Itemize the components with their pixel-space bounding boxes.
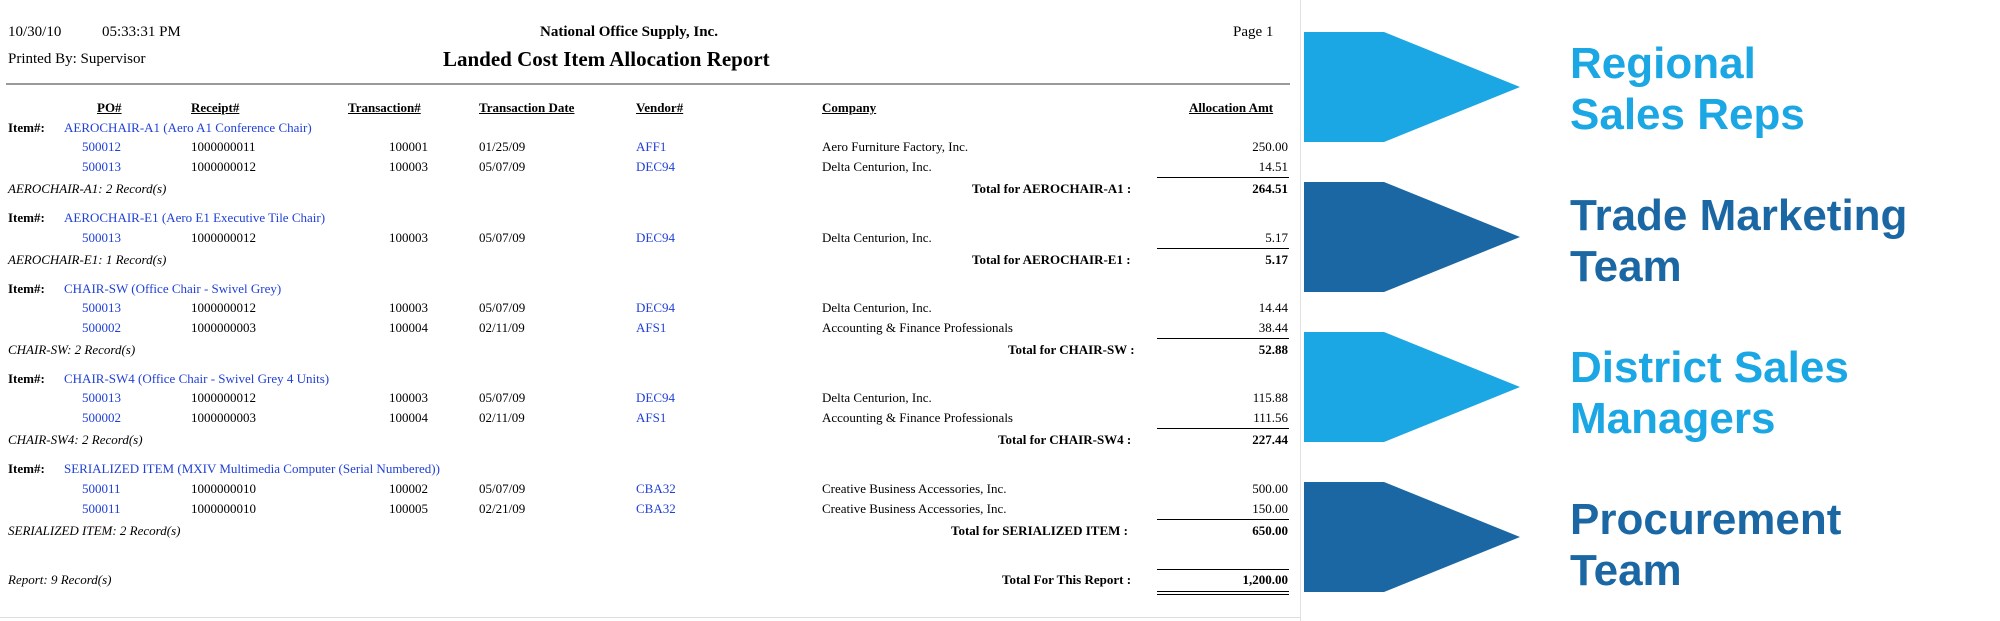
report-date: 10/30/10 [8,24,62,40]
group-total: 227.44 [1252,432,1288,447]
trade-marketing-arrow [1304,182,1524,292]
group-total: 52.88 [1258,342,1288,357]
printed-by: Printed By: Supervisor [8,51,146,67]
vendor-link[interactable]: DEC94 [636,390,675,405]
date-cell: 05/07/09 [479,230,526,245]
col-vendor: Vendor# [636,100,684,115]
label-line: Procurement [1570,495,1842,544]
company-cell: Delta Centurion, Inc. [822,390,932,405]
col-allocation: Allocation Amt [1189,100,1274,115]
report-time: 05:33:31 PM [102,24,181,40]
company-cell: Accounting & Finance Professionals [822,410,1013,425]
subtotal-rule [1157,177,1289,178]
date-cell: 02/11/09 [479,320,525,335]
po-link[interactable]: 500012 [82,139,121,154]
col-transaction-date: Transaction Date [479,100,575,115]
vendor-link[interactable]: CBA32 [636,501,676,516]
group-summary: CHAIR-SW: 2 Record(s) [8,342,136,357]
label-line: Regional [1570,39,1756,88]
district-sales-label [1570,342,1849,444]
company-cell: Creative Business Accessories, Inc. [822,501,1007,516]
receipt-cell: 1000000012 [191,230,256,245]
company-cell: Delta Centurion, Inc. [822,159,932,174]
trade-marketing-label [1570,190,1907,292]
vendor-link[interactable]: DEC94 [636,230,675,245]
po-link[interactable]: 500013 [82,390,121,405]
receipt-cell: 1000000010 [191,481,256,496]
date-cell: 05/07/09 [479,300,526,315]
transaction-cell: 100001 [389,139,428,154]
col-company: Company [822,100,877,115]
amount-cell: 500.00 [1252,481,1288,496]
vendor-link[interactable]: DEC94 [636,300,675,315]
procurement-arrow [1304,482,1524,592]
group-total-label: Total for CHAIR-SW4 : [998,432,1132,447]
grand-total-rule-top [1157,569,1289,570]
amount-cell: 14.51 [1258,159,1288,174]
procurement-label [1570,494,1841,596]
company-cell: Aero Furniture Factory, Inc. [822,139,969,154]
receipt-cell: 1000000003 [191,320,256,335]
receipt-cell: 1000000011 [191,139,256,154]
amount-cell: 38.44 [1258,320,1288,335]
group-summary: CHAIR-SW4: 2 Record(s) [8,432,143,447]
receipt-cell: 1000000010 [191,501,256,516]
report-edge [1300,0,1301,621]
group-total: 264.51 [1252,181,1288,196]
subtotal-rule [1157,338,1289,339]
company-cell: Delta Centurion, Inc. [822,230,932,245]
date-cell: 05/07/09 [479,159,526,174]
amount-cell: 111.56 [1253,410,1288,425]
po-link[interactable]: 500013 [82,300,121,315]
amount-cell: 115.88 [1252,390,1288,405]
po-link[interactable]: 500002 [82,320,121,335]
company-name: National Office Supply, Inc. [540,24,718,40]
group-summary: SERIALIZED ITEM: 2 Record(s) [8,523,181,538]
transaction-cell: 100003 [389,300,428,315]
item-link[interactable]: CHAIR-SW (Office Chair - Swivel Grey) [64,281,282,296]
receipt-cell: 1000000003 [191,410,256,425]
po-link[interactable]: 500013 [82,159,121,174]
grand-total: 1,200.00 [1242,572,1288,587]
transaction-cell: 100003 [389,159,428,174]
item-label: Item#: [8,371,45,386]
vendor-link[interactable]: AFF1 [636,139,667,154]
grand-total-double-rule [1157,591,1289,592]
date-cell: 02/21/09 [479,501,526,516]
group-summary: AEROCHAIR-E1: 1 Record(s) [8,252,167,267]
date-cell: 05/07/09 [479,390,526,405]
item-link[interactable]: SERIALIZED ITEM (MXIV Multimedia Computer (Serial Numbered)) [64,461,440,476]
report-bottom-border [0,617,1300,618]
header-divider [6,83,1290,85]
group-total: 650.00 [1252,523,1288,538]
group-total: 5.17 [1265,252,1288,267]
group-total-label: Total for AEROCHAIR-E1 : [972,252,1131,267]
subtotal-rule [1157,428,1289,429]
company-cell: Delta Centurion, Inc. [822,300,932,315]
regional-sales-label [1570,38,1805,140]
item-label: Item#: [8,210,45,225]
receipt-cell: 1000000012 [191,159,256,174]
po-link[interactable]: 500002 [82,410,121,425]
item-label: Item#: [8,281,45,296]
receipt-cell: 1000000012 [191,390,256,405]
col-po: PO# [97,100,122,115]
amount-cell: 5.17 [1265,230,1288,245]
vendor-link[interactable]: CBA32 [636,481,676,496]
item-link[interactable]: CHAIR-SW4 (Office Chair - Swivel Grey 4 Units) [64,371,330,386]
label-line: Sales Reps [1570,90,1805,139]
label-line: Team [1570,546,1682,595]
subtotal-rule [1157,519,1289,520]
item-link[interactable]: AEROCHAIR-E1 (Aero E1 Executive Tile Chair) [64,210,326,225]
grand-total-double-rule [1157,594,1289,595]
col-receipt: Receipt# [191,100,240,115]
group-total-label: Total for AEROCHAIR-A1 : [972,181,1132,196]
amount-cell: 250.00 [1252,139,1288,154]
amount-cell: 150.00 [1252,501,1288,516]
transaction-cell: 100004 [389,320,428,335]
label-line: Team [1570,242,1682,291]
report-title: Landed Cost Item Allocation Report [443,47,770,71]
label-line: Trade Marketing [1570,191,1908,240]
transaction-cell: 100003 [389,230,428,245]
vendor-link[interactable]: DEC94 [636,159,675,174]
group-total-label: Total for SERIALIZED ITEM : [951,523,1128,538]
page-number: Page 1 [1233,24,1274,40]
transaction-cell: 100004 [389,410,428,425]
po-link[interactable]: 500013 [82,230,121,245]
district-sales-arrow [1304,332,1524,442]
transaction-cell: 100005 [389,501,428,516]
company-cell: Creative Business Accessories, Inc. [822,481,1007,496]
vendor-link[interactable]: AFS1 [636,320,667,335]
date-cell: 01/25/09 [479,139,526,154]
po-link[interactable]: 500011 [82,501,121,516]
item-label: Item#: [8,461,45,476]
label-line: Managers [1570,394,1776,443]
group-total-label: Total for CHAIR-SW : [1008,342,1135,357]
subtotal-rule [1157,248,1289,249]
item-link[interactable]: AEROCHAIR-A1 (Aero A1 Conference Chair) [64,120,312,135]
transaction-cell: 100003 [389,390,428,405]
transaction-cell: 100002 [389,481,428,496]
amount-cell: 14.44 [1258,300,1288,315]
item-label: Item#: [8,120,45,135]
group-summary: AEROCHAIR-A1: 2 Record(s) [8,181,167,196]
grand-total-label: Total For This Report : [1002,572,1132,587]
label-line: District Sales [1570,343,1849,392]
po-link[interactable]: 500011 [82,481,121,496]
receipt-cell: 1000000012 [191,300,256,315]
company-cell: Accounting & Finance Professionals [822,320,1013,335]
regional-sales-arrow [1304,32,1524,142]
date-cell: 02/11/09 [479,410,525,425]
vendor-link[interactable]: AFS1 [636,410,667,425]
date-cell: 05/07/09 [479,481,526,496]
col-transaction: Transaction# [348,100,421,115]
report-summary: Report: 9 Record(s) [8,572,112,587]
